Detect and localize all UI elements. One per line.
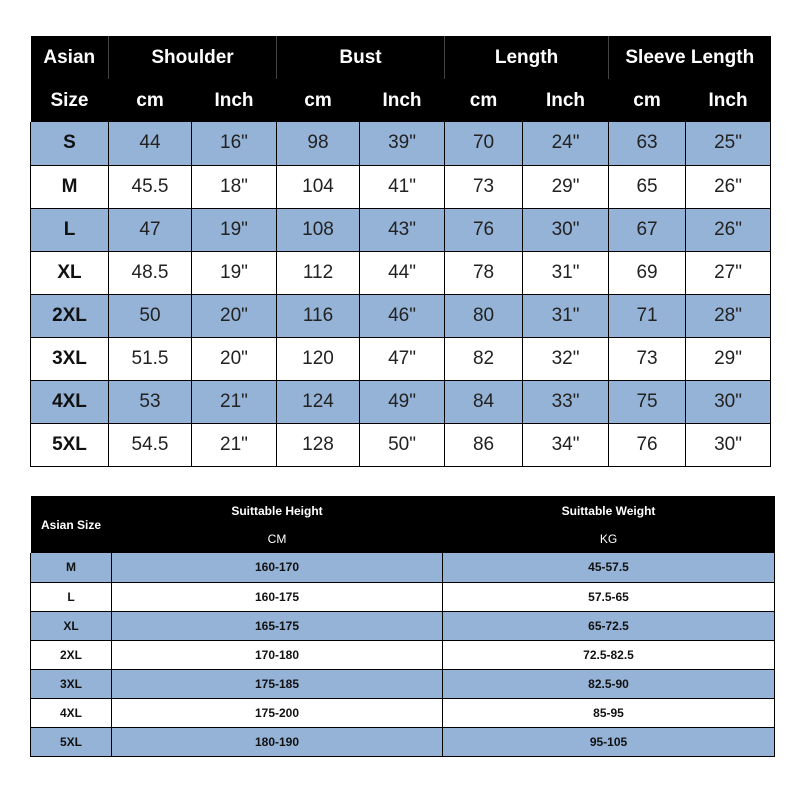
- table-row: [31, 423, 771, 466]
- measurement-cell: 50: [109, 294, 192, 337]
- measurement-cell: 19": [192, 251, 277, 294]
- measurement-cell: 71: [609, 294, 686, 337]
- size-label: 5XL: [31, 423, 109, 466]
- measurement-cell: 98: [277, 122, 360, 165]
- fit-height-cell: 165-175: [112, 611, 443, 640]
- fit-header-height-unit: CM: [112, 525, 443, 553]
- fit-height-cell: 160-175: [112, 582, 443, 611]
- table-row: [31, 582, 775, 611]
- measurement-cell: 116: [277, 294, 360, 337]
- measurement-cell: 128: [277, 423, 360, 466]
- measurement-cell: 76: [609, 423, 686, 466]
- measurement-cell: 29": [686, 337, 771, 380]
- measurement-cell: 47": [360, 337, 445, 380]
- header-row-groups: [31, 36, 771, 79]
- measurement-cell: 75: [609, 380, 686, 423]
- measurement-cell: 26": [686, 208, 771, 251]
- measurement-cell: 70: [445, 122, 523, 165]
- fit-weight-cell: 57.5-65: [443, 582, 775, 611]
- table-row: [31, 294, 771, 337]
- measurement-cell: 50": [360, 423, 445, 466]
- fit-height-cell: 180-190: [112, 727, 443, 756]
- measurement-cell: 108: [277, 208, 360, 251]
- measurement-cell: 84: [445, 380, 523, 423]
- fit-size-label: 2XL: [31, 640, 112, 669]
- fit-size-label: 4XL: [31, 698, 112, 727]
- fit-header-weight-unit: KG: [443, 525, 775, 553]
- fit-height-cell: 175-185: [112, 669, 443, 698]
- fit-guide-table: [30, 496, 775, 757]
- fit-header-weight: Suittable Weight: [443, 496, 775, 525]
- measurement-cell: 28": [686, 294, 771, 337]
- measurement-cell: 120: [277, 337, 360, 380]
- measurement-cell: 63: [609, 122, 686, 165]
- measurement-cell: 86: [445, 423, 523, 466]
- fit-table-body: [31, 553, 775, 756]
- table-row: [31, 165, 771, 208]
- measurement-cell: 49": [360, 380, 445, 423]
- header-length: Length: [445, 36, 609, 79]
- fit-header-row-units: [31, 525, 775, 553]
- measurement-cell: 41": [360, 165, 445, 208]
- header-sleeve-length: Sleeve Length: [609, 36, 771, 79]
- measurement-cell: 16": [192, 122, 277, 165]
- table-row: [31, 208, 771, 251]
- table-row: [31, 640, 775, 669]
- fit-weight-cell: 72.5-82.5: [443, 640, 775, 669]
- fit-header-row-labels: [31, 496, 775, 525]
- table-row: [31, 611, 775, 640]
- table-row: [31, 669, 775, 698]
- fit-weight-cell: 85-95: [443, 698, 775, 727]
- size-label: 4XL: [31, 380, 109, 423]
- fit-size-label: XL: [31, 611, 112, 640]
- measurement-cell: 26": [686, 165, 771, 208]
- size-measurement-table: [30, 36, 771, 467]
- size-label: 2XL: [31, 294, 109, 337]
- measurement-cell: 20": [192, 337, 277, 380]
- unit-header: Inch: [686, 79, 771, 122]
- fit-size-label: L: [31, 582, 112, 611]
- table-row: [31, 122, 771, 165]
- unit-header: cm: [445, 79, 523, 122]
- measurement-cell: 20": [192, 294, 277, 337]
- table-row: [31, 727, 775, 756]
- measurement-cell: 78: [445, 251, 523, 294]
- header-bust: Bust: [277, 36, 445, 79]
- fit-size-label: M: [31, 553, 112, 582]
- header-shoulder: Shoulder: [109, 36, 277, 79]
- measurement-cell: 112: [277, 251, 360, 294]
- measurement-cell: 31": [523, 294, 609, 337]
- measurement-cell: 51.5: [109, 337, 192, 380]
- measurement-cell: 124: [277, 380, 360, 423]
- measurement-cell: 24": [523, 122, 609, 165]
- measurement-cell: 18": [192, 165, 277, 208]
- measurement-table-header: [31, 36, 771, 122]
- fit-size-label: 5XL: [31, 727, 112, 756]
- header-row-units: [31, 79, 771, 122]
- size-label: M: [31, 165, 109, 208]
- measurement-cell: 54.5: [109, 423, 192, 466]
- corner-header-top: Asian: [31, 36, 109, 79]
- measurement-cell: 80: [445, 294, 523, 337]
- fit-weight-cell: 82.5-90: [443, 669, 775, 698]
- measurement-cell: 31": [523, 251, 609, 294]
- fit-header-height: Suittable Height: [112, 496, 443, 525]
- fit-weight-cell: 95-105: [443, 727, 775, 756]
- fit-height-cell: 160-170: [112, 553, 443, 582]
- measurement-cell: 39": [360, 122, 445, 165]
- measurement-table-body: [31, 122, 771, 466]
- fit-table-header: [31, 496, 775, 553]
- measurement-cell: 73: [445, 165, 523, 208]
- measurement-cell: 30": [686, 423, 771, 466]
- unit-header: cm: [609, 79, 686, 122]
- measurement-cell: 25": [686, 122, 771, 165]
- measurement-cell: 21": [192, 423, 277, 466]
- measurement-cell: 48.5: [109, 251, 192, 294]
- corner-header-bottom: Size: [31, 79, 109, 122]
- measurement-cell: 44": [360, 251, 445, 294]
- size-label: S: [31, 122, 109, 165]
- measurement-cell: 45.5: [109, 165, 192, 208]
- table-row: [31, 380, 771, 423]
- fit-weight-cell: 65-72.5: [443, 611, 775, 640]
- table-row: [31, 698, 775, 727]
- size-label: XL: [31, 251, 109, 294]
- unit-header: cm: [109, 79, 192, 122]
- measurement-cell: 44: [109, 122, 192, 165]
- measurement-cell: 82: [445, 337, 523, 380]
- measurement-cell: 32": [523, 337, 609, 380]
- measurement-cell: 30": [523, 208, 609, 251]
- size-label: 3XL: [31, 337, 109, 380]
- measurement-cell: 29": [523, 165, 609, 208]
- measurement-cell: 73: [609, 337, 686, 380]
- measurement-cell: 47: [109, 208, 192, 251]
- unit-header: Inch: [523, 79, 609, 122]
- unit-header: Inch: [360, 79, 445, 122]
- measurement-cell: 76: [445, 208, 523, 251]
- unit-header: cm: [277, 79, 360, 122]
- unit-header: Inch: [192, 79, 277, 122]
- table-row: [31, 553, 775, 582]
- fit-height-cell: 175-200: [112, 698, 443, 727]
- measurement-cell: 30": [686, 380, 771, 423]
- measurement-cell: 65: [609, 165, 686, 208]
- measurement-cell: 69: [609, 251, 686, 294]
- measurement-cell: 33": [523, 380, 609, 423]
- fit-height-cell: 170-180: [112, 640, 443, 669]
- measurement-cell: 104: [277, 165, 360, 208]
- measurement-cell: 46": [360, 294, 445, 337]
- measurement-cell: 27": [686, 251, 771, 294]
- table-row: [31, 337, 771, 380]
- fit-header-size: Asian Size: [31, 496, 112, 553]
- fit-weight-cell: 45-57.5: [443, 553, 775, 582]
- measurement-cell: 67: [609, 208, 686, 251]
- table-row: [31, 251, 771, 294]
- measurement-cell: 53: [109, 380, 192, 423]
- fit-size-label: 3XL: [31, 669, 112, 698]
- measurement-cell: 34": [523, 423, 609, 466]
- measurement-cell: 43": [360, 208, 445, 251]
- size-label: L: [31, 208, 109, 251]
- measurement-cell: 19": [192, 208, 277, 251]
- measurement-cell: 21": [192, 380, 277, 423]
